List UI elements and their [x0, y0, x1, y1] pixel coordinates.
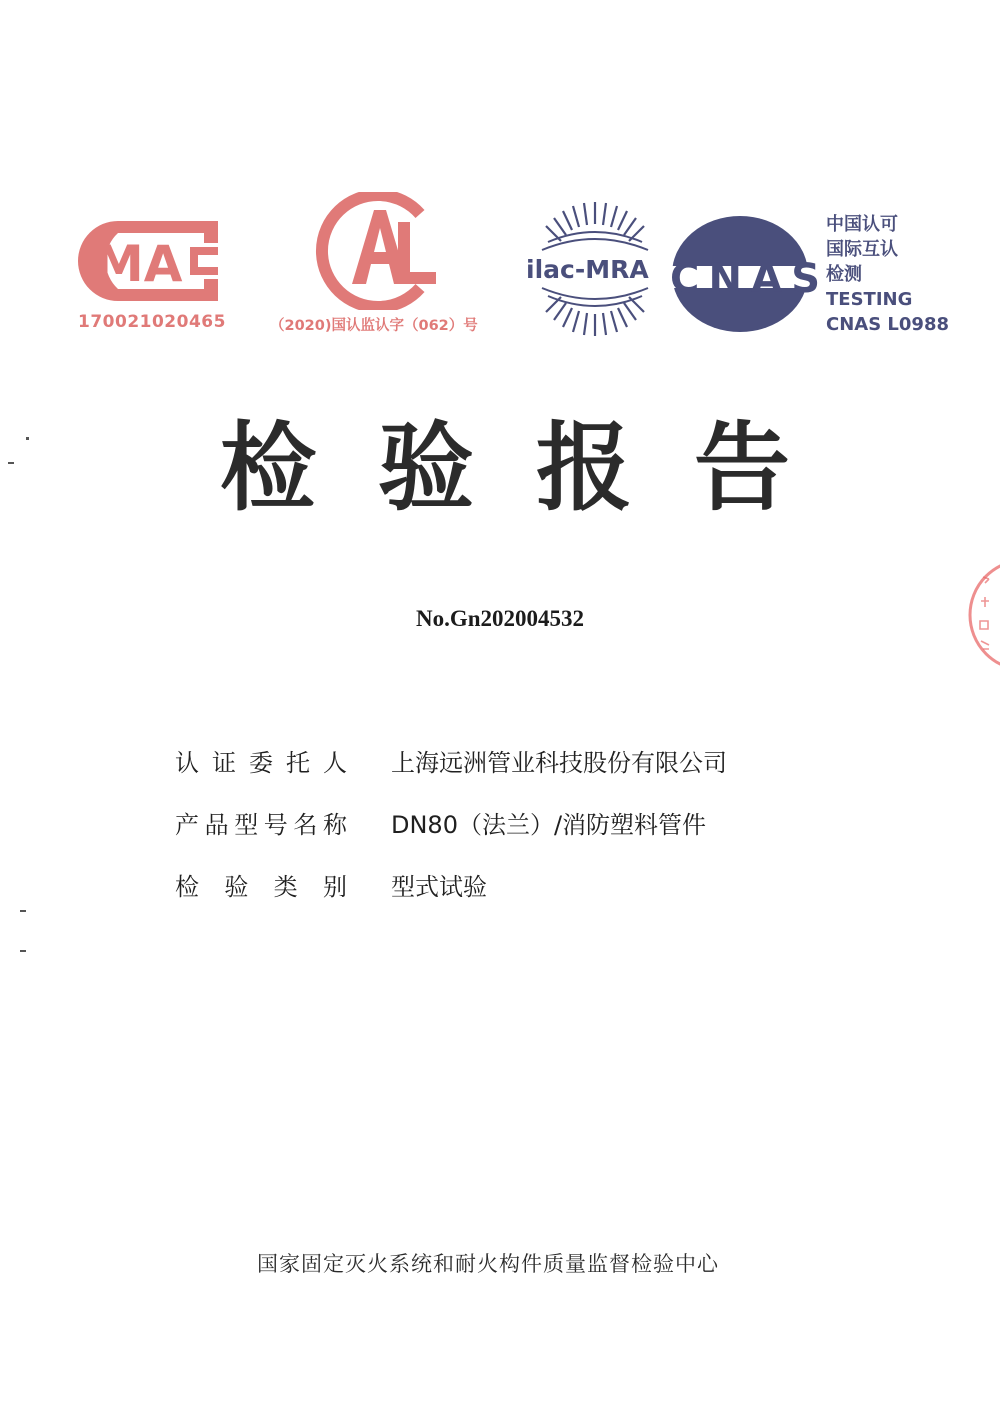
product-label: 产品型号名称 — [175, 810, 347, 839]
cal-logo — [312, 192, 446, 310]
svg-text:CNAS: CNAS — [670, 256, 820, 302]
scan-speck — [20, 910, 26, 912]
cal-certificate-number: （2020)国认监认字（062）号 — [270, 318, 478, 334]
report-number: No.Gn202004532 — [415, 606, 585, 631]
report-title-char: 检 — [220, 410, 316, 524]
product-value: DN80（法兰）/消防塑料管件 — [391, 810, 707, 839]
cnas-line: TESTING — [826, 289, 913, 310]
cnas-line: CNAS L0988 — [826, 314, 950, 335]
scan-speck — [20, 950, 26, 952]
svg-text:ilac-MRA: ilac-MRA — [526, 255, 649, 284]
cnas-logo — [668, 212, 824, 336]
cnas-line: 检测 — [826, 264, 862, 285]
scan-speck — [26, 437, 29, 440]
ilac-mra-logo — [522, 198, 668, 340]
svg-text:MA: MA — [94, 235, 183, 293]
inspection-type-value: 型式试验 — [391, 872, 487, 901]
cma-certificate-number: 170021020465 — [78, 312, 226, 332]
report-title — [220, 400, 790, 524]
cnas-line: 中国认可 — [826, 214, 898, 235]
cnas-line: 国际互认 — [826, 239, 898, 260]
issuing-organization: 国家固定灭火系统和耐火构件质量监督检验中心 — [257, 1252, 719, 1276]
inspection-type-row — [175, 864, 815, 904]
cnas-accreditation-text — [826, 212, 966, 337]
partial-seal-stamp — [965, 555, 1000, 675]
client-label: 认证委托人 — [175, 748, 347, 777]
client-row — [175, 740, 815, 780]
cma-logo — [78, 215, 224, 307]
client-value: 上海远洲管业科技股份有限公司 — [391, 748, 727, 777]
report-title-char: 告 — [694, 410, 790, 524]
product-row — [175, 802, 815, 842]
report-title-char: 报 — [536, 410, 632, 524]
report-title-char: 验 — [378, 410, 474, 524]
inspection-type-label: 检验类别 — [175, 872, 347, 901]
scan-speck — [8, 462, 14, 464]
